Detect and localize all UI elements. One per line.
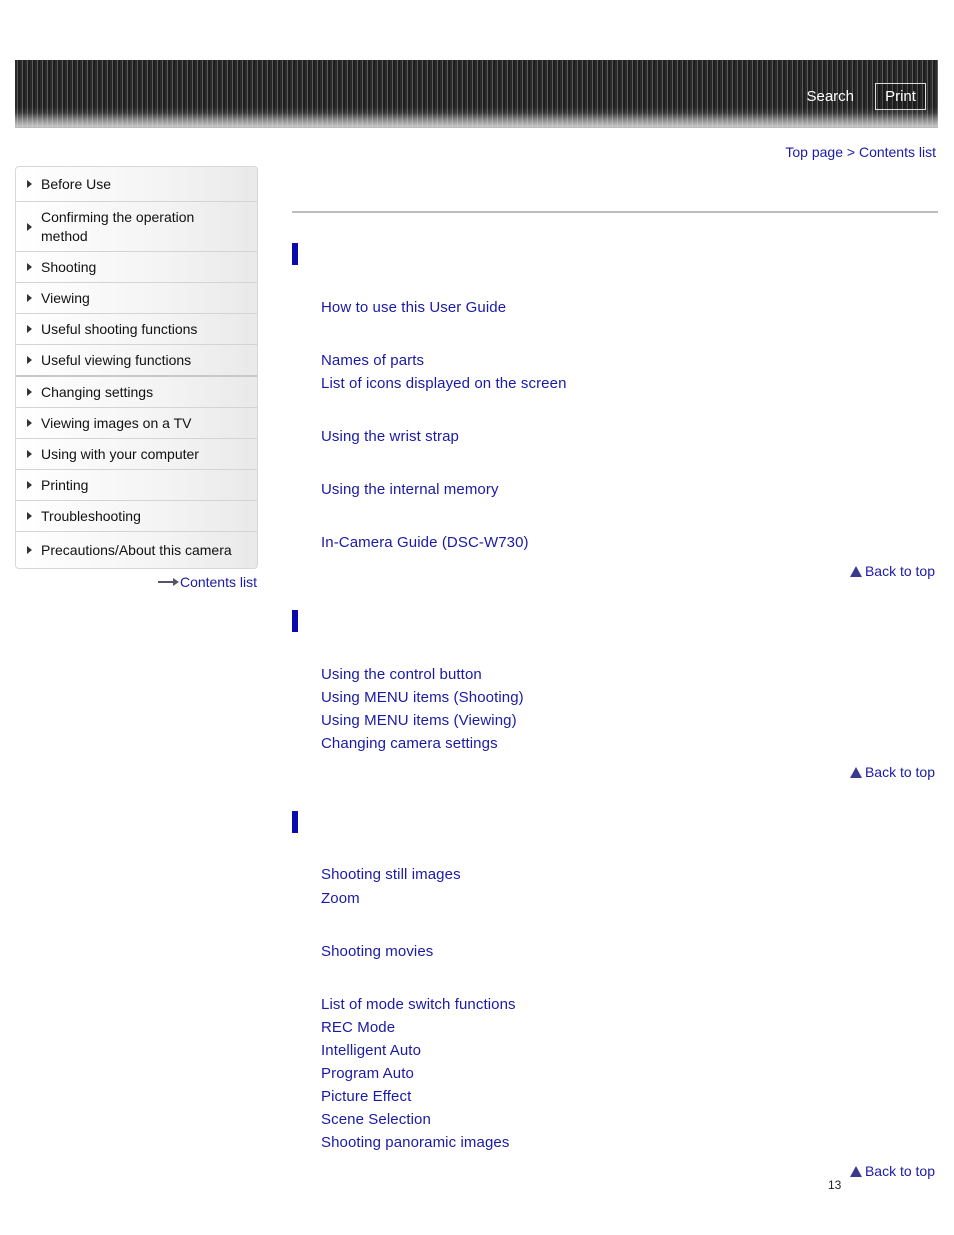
contents-list-label: Contents list: [179, 574, 257, 590]
sidebar-item-label: Using with your computer: [41, 445, 199, 462]
sidebar-item-label: Useful viewing functions: [41, 351, 192, 368]
link-zoom[interactable]: Zoom: [321, 890, 360, 907]
breadcrumb-top-page[interactable]: Top page: [785, 144, 843, 160]
sidebar-item-label: Precautions/About this camera: [41, 541, 232, 558]
up-triangle-icon: [850, 767, 862, 778]
breadcrumb: [785, 144, 936, 160]
up-triangle-icon: [850, 566, 862, 577]
link-list-of-icons[interactable]: List of icons displayed on the screen: [321, 375, 567, 392]
sidebar-item-shooting[interactable]: [16, 252, 257, 283]
link-mode-switch-functions[interactable]: List of mode switch functions: [321, 996, 516, 1013]
link-wrist-strap[interactable]: Using the wrist strap: [321, 428, 459, 445]
sidebar-item-label: Printing: [41, 476, 89, 493]
link-camera-settings[interactable]: Changing camera settings: [321, 735, 498, 752]
header-bar: [15, 60, 938, 128]
triangle-right-icon: [27, 356, 32, 364]
title-divider: [292, 211, 938, 213]
triangle-right-icon: [27, 388, 32, 396]
sidebar-item-viewing[interactable]: [16, 283, 257, 314]
sidebar-item-useful-shooting[interactable]: [16, 314, 257, 345]
sidebar-item-confirming-operation[interactable]: [16, 202, 257, 252]
link-in-camera-guide[interactable]: In-Camera Guide (DSC-W730): [321, 534, 529, 551]
link-intelligent-auto[interactable]: Intelligent Auto: [321, 1042, 422, 1059]
sidebar-contents-list-link[interactable]: [158, 574, 257, 590]
triangle-right-icon: [27, 294, 32, 302]
triangle-right-icon: [27, 512, 32, 520]
link-rec-mode[interactable]: REC Mode: [321, 1019, 396, 1036]
page-number: 13: [828, 1178, 842, 1192]
triangle-right-icon: [27, 263, 32, 271]
sidebar-item-label: Confirming the operation method: [41, 208, 195, 244]
triangle-right-icon: [27, 223, 32, 231]
sidebar-item-viewing-on-tv[interactable]: [16, 408, 257, 439]
triangle-right-icon: [27, 325, 32, 333]
sidebar-item-changing-settings[interactable]: [16, 377, 257, 408]
sidebar-item-label: Shooting: [41, 258, 97, 275]
section-marker: [292, 811, 298, 833]
link-shooting-movies[interactable]: Shooting movies: [321, 943, 434, 960]
link-menu-viewing[interactable]: Using MENU items (Viewing): [321, 712, 517, 729]
link-scene-selection[interactable]: Scene Selection: [321, 1111, 431, 1128]
link-names-of-parts[interactable]: Names of parts: [321, 352, 425, 369]
sidebar-item-label: Useful shooting functions: [41, 320, 198, 337]
sidebar-item-useful-viewing[interactable]: [16, 345, 257, 377]
link-menu-shooting[interactable]: Using MENU items (Shooting): [321, 689, 524, 706]
back-to-top-link[interactable]: [850, 1163, 935, 1179]
sidebar-item-label: Changing settings: [41, 383, 154, 400]
link-panoramic-images[interactable]: Shooting panoramic images: [321, 1134, 510, 1151]
sidebar-item-label: Troubleshooting: [41, 507, 141, 524]
link-shooting-still-images[interactable]: Shooting still images: [321, 866, 461, 883]
sidebar-nav: [15, 166, 258, 569]
triangle-right-icon: [27, 481, 32, 489]
breadcrumb-contents-list[interactable]: Contents list: [858, 144, 936, 160]
breadcrumb-separator: >: [846, 144, 856, 160]
triangle-right-icon: [27, 546, 32, 554]
triangle-right-icon: [27, 419, 32, 427]
sidebar-item-label: Viewing: [41, 289, 90, 306]
search-link[interactable]: Search: [806, 88, 854, 105]
sidebar-item-before-use[interactable]: [16, 167, 257, 202]
link-how-to-use-guide[interactable]: How to use this User Guide: [321, 299, 507, 316]
back-to-top-label: Back to top: [864, 563, 935, 579]
right-arrow-icon: [158, 577, 180, 587]
back-to-top-label: Back to top: [864, 764, 935, 780]
triangle-right-icon: [27, 180, 32, 188]
section-marker: [292, 610, 298, 632]
print-button[interactable]: Print: [875, 83, 926, 110]
link-internal-memory[interactable]: Using the internal memory: [321, 481, 499, 498]
up-triangle-icon: [850, 1166, 862, 1177]
sidebar-item-label: Viewing images on a TV: [41, 414, 192, 431]
sidebar-item-printing[interactable]: [16, 470, 257, 501]
link-control-button[interactable]: Using the control button: [321, 666, 482, 683]
link-program-auto[interactable]: Program Auto: [321, 1065, 414, 1082]
triangle-right-icon: [27, 450, 32, 458]
link-picture-effect[interactable]: Picture Effect: [321, 1088, 412, 1105]
section-marker: [292, 243, 298, 265]
sidebar-item-troubleshooting[interactable]: [16, 501, 257, 532]
sidebar-item-label: Before Use: [41, 175, 112, 192]
back-to-top-link[interactable]: [850, 563, 935, 579]
sidebar-item-precautions[interactable]: [16, 532, 257, 568]
back-to-top-label: Back to top: [864, 1163, 935, 1179]
sidebar-item-using-with-computer[interactable]: [16, 439, 257, 470]
back-to-top-link[interactable]: [850, 764, 935, 780]
